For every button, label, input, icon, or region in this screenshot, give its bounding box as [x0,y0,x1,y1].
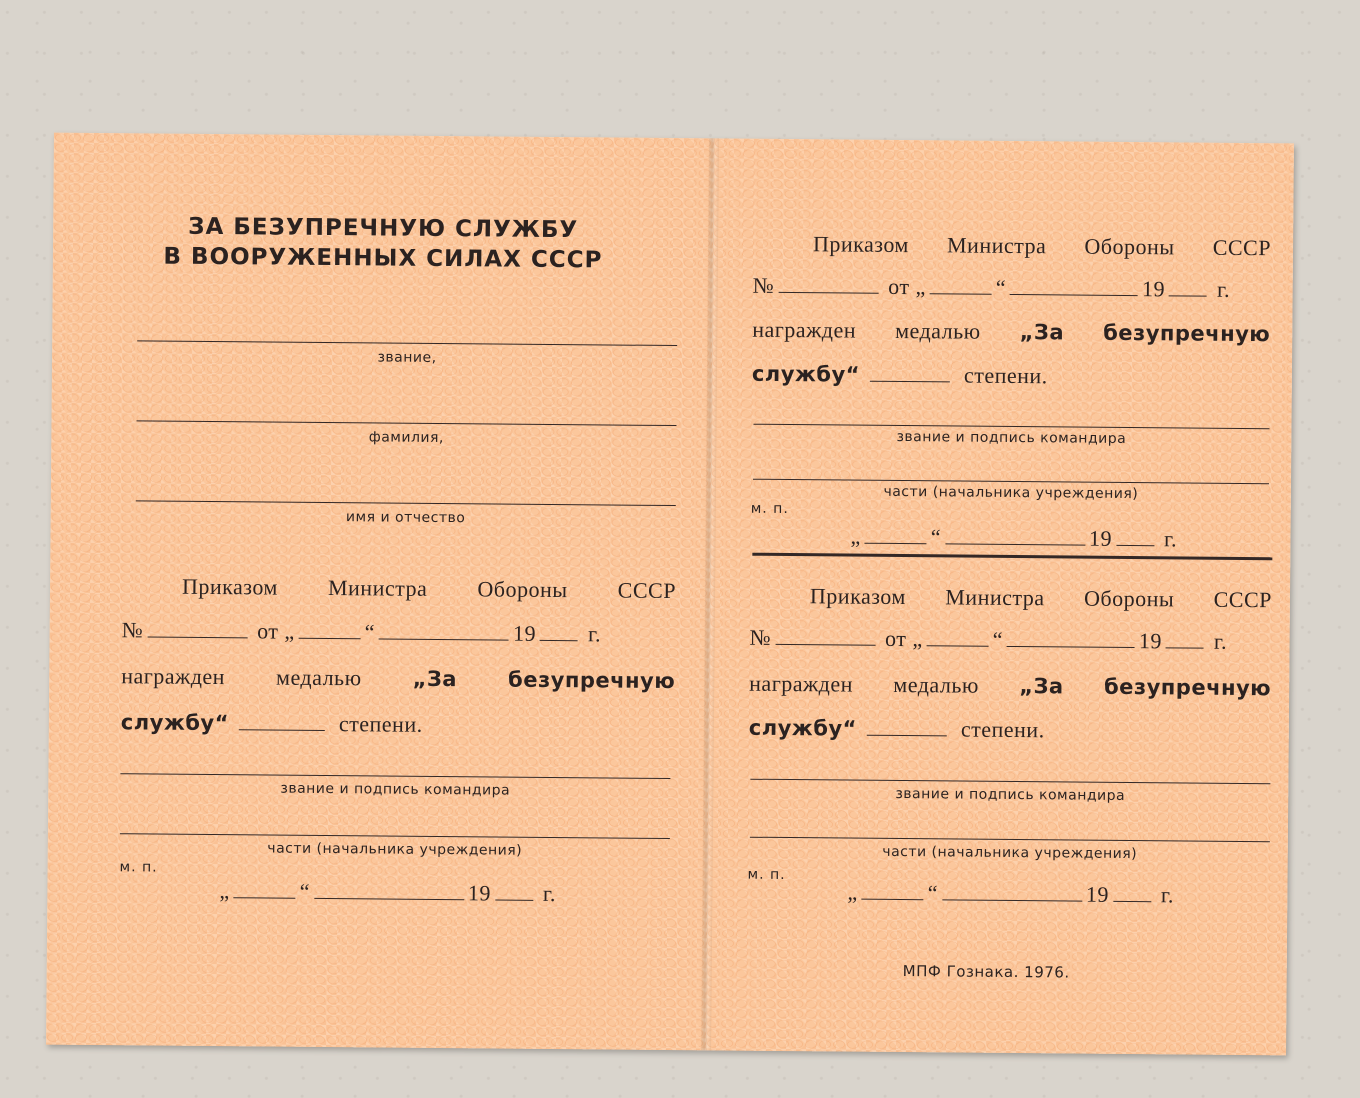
title-line-1: ЗА БЕЗУПРЕЧНУЮ СЛУЖБУ [188,213,579,244]
order-line-right-2 [810,583,1272,613]
from-word: от [885,625,907,652]
from-word: от [257,618,279,644]
quote-open: „ [847,879,858,905]
unit-caption-left: части (начальника учреждения) [267,840,523,859]
quote-close: “ [927,880,939,906]
stamp-label-left: м. п. [119,859,158,876]
unit-caption-right-1: части (начальника учреждения) [883,483,1139,503]
rank-caption: звание, [377,349,437,366]
ussr-word: СССР [617,577,677,604]
number-sign: № [752,272,775,298]
degree-word: степени. [338,711,423,737]
order-line-right-1 [813,231,1271,261]
section-divider [752,553,1272,561]
from-word: от [888,273,910,300]
defense-word: Обороны [477,576,568,603]
printer-imprint: МПФ Гознака. 1976. [902,962,1070,982]
quote-close: “ [299,878,311,904]
signature-date-left [219,878,556,907]
right-page [706,138,1294,1055]
name-line [136,500,676,506]
medal-name-part-3: службу“ [748,715,858,741]
degree-line-right-2 [749,715,1045,744]
medal-name-part-3: службу“ [751,361,861,387]
quote-open: „ [284,618,295,644]
number-date-line-right-1 [753,273,1231,303]
ussr-word: СССР [1213,586,1273,613]
minister-word: Министра [945,584,1045,611]
medal-name-part-2: безупречную [508,667,676,694]
year-suffix: г. [1216,276,1231,302]
degree-word: степени. [960,716,1045,743]
quote-open: „ [912,626,923,652]
year-prefix: 19 [512,620,537,646]
unit-caption-right-2: части (начальника учреждения) [882,843,1138,863]
number-date-line-right-2 [750,625,1228,655]
surname-caption: фамилия, [368,429,444,447]
unit-line-left [120,833,670,839]
order-line-left [182,574,676,604]
order-word: Приказом [812,231,910,258]
year-prefix: 19 [1085,881,1110,907]
surname-line [136,420,676,426]
signature-date-right-2 [847,880,1174,909]
medal-name-part-1: „За [1019,320,1065,345]
medal-name-part-1: „За [412,666,458,692]
defense-word: Обороны [1083,585,1175,612]
medal-word: медалью [893,671,979,698]
order-word: Приказом [181,573,279,600]
awarded-word: награжден [121,663,226,690]
number-sign: № [121,617,144,643]
degree-line-right-1 [752,361,1048,390]
awarded-line-right-2 [749,671,1271,702]
year-suffix: г. [587,621,602,647]
minister-word: Министра [946,232,1047,259]
name-patronymic-caption: имя и отчество [345,509,466,527]
minister-word: Министра [327,575,428,601]
document-title [103,211,664,276]
medal-name-part-2: безупречную [1103,320,1271,347]
number-sign: № [749,624,772,650]
commander-caption-right-2: звание и подпись командира [895,785,1126,804]
quote-open: „ [915,274,926,300]
medal-name-part-3: службу“ [120,710,230,736]
medal-word: медалью [275,664,362,691]
ussr-word: СССР [1212,234,1272,261]
year-prefix: 19 [467,880,492,906]
year-prefix: 19 [1141,276,1166,302]
year-prefix: 19 [1088,525,1113,551]
signature-date-right-1 [850,524,1177,553]
year-suffix: г. [542,880,557,907]
commander-caption-right-1: звание и подпись командира [896,428,1127,447]
quote-open: „ [850,523,861,549]
medal-name-part-1: „За [1019,674,1064,699]
year-suffix: г. [1163,526,1178,552]
awarded-word: награжден [752,316,857,343]
commander-line-right-2 [750,779,1270,785]
degree-line-left [121,709,423,738]
quote-open: „ [219,878,230,904]
rank-line [137,340,677,346]
awarded-line-right-1 [752,317,1270,348]
stamp-label-right-1: м. п. [750,500,789,518]
commander-line-left [120,773,670,779]
quote-close: “ [992,626,1004,652]
number-date-line-left [122,617,602,647]
medal-name-part-2: безупречную [1103,674,1272,701]
order-word: Приказом [809,583,906,610]
left-page [46,133,714,1051]
medal-word: медалью [895,317,981,344]
year-prefix: 19 [1138,628,1163,654]
awarded-word: награжден [749,670,854,697]
quote-close: “ [930,524,942,550]
award-booklet [46,133,1294,1056]
quote-close: “ [364,619,376,645]
unit-line-right-2 [750,837,1270,843]
year-suffix: г. [1213,628,1228,654]
degree-word: степени. [963,362,1048,389]
commander-caption-left: звание и подпись командира [280,780,511,799]
stamp-label-right-2: м. п. [747,866,786,884]
quote-close: “ [995,274,1007,300]
year-suffix: г. [1160,882,1175,908]
awarded-line-left [121,663,675,694]
defense-word: Обороны [1084,233,1175,260]
title-line-2: В ВООРУЖЕННЫХ СИЛАХ СССР [163,243,603,274]
